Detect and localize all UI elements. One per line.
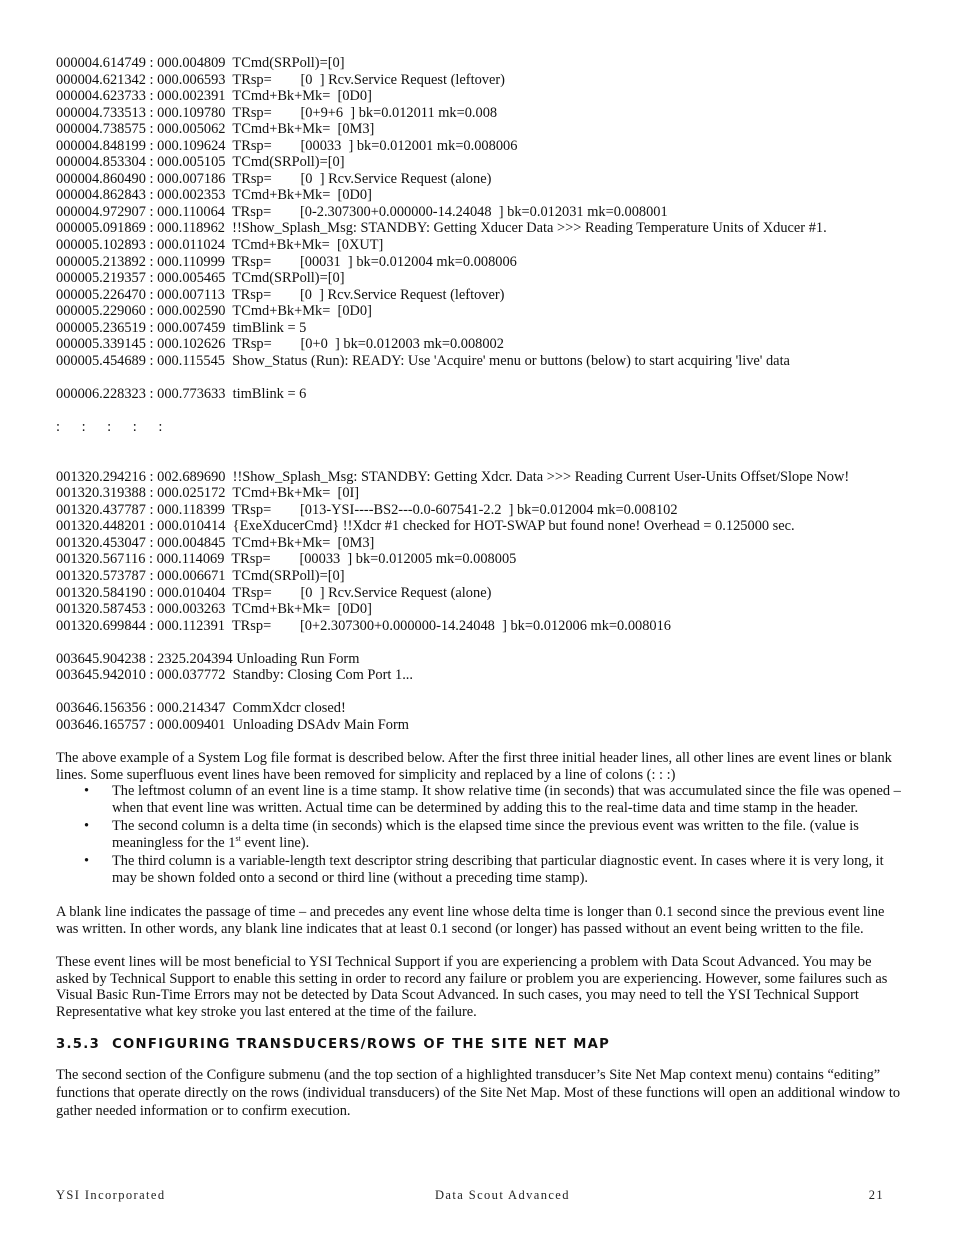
document-page bbox=[56, 55, 904, 1120]
log-event-line: 000004.972907 : 000.110064 TRsp= [0-2.307300+0.000000-14.24048 ] bk=0.012031 mk=0.008001 bbox=[56, 203, 668, 220]
log-event-line: 003646.156356 : 000.214347 CommXdcr closed! bbox=[56, 700, 346, 717]
log-event-line: 000004.738575 : 000.005062 TCmd+Bk+Mk= [0M3] bbox=[56, 121, 375, 138]
page-footer bbox=[56, 1188, 884, 1204]
log-event-line: 001320.567116 : 000.114069 TRsp= [00033 ] bk=0.012005 mk=0.008005 bbox=[56, 551, 517, 568]
bullet-descriptor-column: • The third column is a variable-length text descriptor string describing that particular diagnostic event. In cases where it is very long, it may be shown folded onto a second or third line (without a preceding time stamp). bbox=[112, 853, 904, 886]
section-number: 3.5.3 bbox=[56, 1037, 101, 1053]
log-event-line: 000005.229060 : 000.002590 TCmd+Bk+Mk= [0D0] bbox=[56, 303, 372, 320]
support-paragraph: These event lines will be most beneficial to YSI Technical Support if you are experiencing a problem with Data Scout Advanced. You may be asked by Technical Support to enable this setting in order to record any failure or problem you are experiencing. However, some failures such as Visual Basic Run-Time Errors may not be detected by Data Scout Advanced. In such cases, you may need to tell the YSI Technical Support Representative what key stroke you last entered at the time of the failure. bbox=[56, 953, 888, 1020]
log-event-line: 000005.226470 : 000.007113 TRsp= [0 ] Rcv.Service Request (leftover) bbox=[56, 286, 505, 303]
column-bullet-list bbox=[56, 783, 904, 886]
section-title: CONFIGURING TRANSDUCERS/ROWS OF THE SITE NET MAP bbox=[112, 1037, 611, 1053]
log-event-line: 001320.448201 : 000.010414 {ExeXducerCmd} !!Xdcr #1 checked for HOT-SWAP but found none! Overhead = 0.125000 sec. bbox=[56, 518, 795, 535]
ordinal-superscript: st bbox=[235, 833, 241, 843]
log-event-line: 003646.165757 : 000.009401 Unloading DSAdv Main Form bbox=[56, 716, 409, 733]
log-event-line: 000004.614749 : 000.004809 TCmd(SRPoll)=[0] bbox=[56, 55, 345, 71]
log-event-line: : : : : : bbox=[56, 419, 163, 436]
footer-product: Data Scout Advanced bbox=[435, 1188, 570, 1202]
log-event-line: 000004.623733 : 000.002391 TCmd+Bk+Mk= [0D0] bbox=[56, 88, 372, 105]
log-event-line: 001320.437787 : 000.118399 TRsp= [013-YSI----BS2---0.0-607541-2.2 ] bk=0.012004 mk=0.008102 bbox=[56, 501, 678, 518]
bullet-delta-column bbox=[112, 818, 904, 851]
log-event-line: 003645.942010 : 000.037772 Standby: Closing Com Port 1... bbox=[56, 667, 413, 684]
log-event-line: 001320.319388 : 000.025172 TCmd+Bk+Mk= [0I] bbox=[56, 485, 360, 502]
log-event-line: 000005.213892 : 000.110999 TRsp= [00031 ] bk=0.012004 mk=0.008006 bbox=[56, 253, 517, 270]
log-event-line: 001320.573787 : 000.006671 TCmd(SRPoll)=[0] bbox=[56, 567, 345, 584]
footer-company: YSI Incorporated bbox=[56, 1188, 166, 1202]
log-description bbox=[56, 750, 904, 1020]
log-event-line: 001320.294216 : 002.689690 !!Show_Splash_Msg: STANDBY: Getting Xdcr. Data >>> Reading Current User-Units Offset/Slope Now! bbox=[56, 468, 850, 485]
log-blank-line bbox=[56, 369, 904, 386]
log-blank-line bbox=[56, 452, 904, 469]
system-log-example bbox=[56, 55, 904, 733]
log-event-line: 000005.339145 : 000.102626 TRsp= [0+0 ] bk=0.012003 mk=0.008002 bbox=[56, 336, 504, 353]
log-event-line: 003645.904238 : 2325.204394 Unloading Run Form bbox=[56, 650, 360, 667]
bullet-timestamp-column: • The leftmost column of an event line is a time stamp. It show relative time (in seconds) that was accumulated since the file was opened – when that event line was written. Actual time can be determined by adding this to the real-time data and time stamp in the header. bbox=[112, 783, 904, 816]
log-event-line: 000004.860490 : 000.007186 TRsp= [0 ] Rcv.Service Request (alone) bbox=[56, 170, 492, 187]
bullet-delta-tail: event line). bbox=[240, 834, 310, 851]
log-event-line: 001320.699844 : 000.112391 TRsp= [0+2.307300+0.000000-14.24048 ] bk=0.012006 mk=0.008016 bbox=[56, 617, 672, 634]
log-event-line: 000004.853304 : 000.005105 TCmd(SRPoll)=[0] bbox=[56, 154, 345, 171]
log-blank-line bbox=[56, 684, 904, 701]
log-event-line: 000005.091869 : 000.118962 !!Show_Splash_Msg: STANDBY: Getting Xducer Data >>> Reading Temperature Units of Xducer #1. bbox=[56, 220, 827, 237]
log-event-line: 000006.228323 : 000.773633 timBlink = 6 bbox=[56, 385, 307, 402]
log-blank-line bbox=[56, 436, 904, 453]
footer-page-number: 21 bbox=[868, 1188, 884, 1202]
log-event-line: 000004.621342 : 000.006593 TRsp= [0 ] Rcv.Service Request (leftover) bbox=[56, 71, 505, 88]
log-event-line: 001320.587453 : 000.003263 TCmd+Bk+Mk= [0D0] bbox=[56, 601, 372, 618]
log-event-line: 000004.733513 : 000.109780 TRsp= [0+9+6 ] bk=0.012011 mk=0.008 bbox=[56, 104, 498, 121]
log-blank-line bbox=[56, 402, 904, 419]
section-paragraph: The second section of the Configure submenu (and the top section of a highlighted transducer’s Site Net Map context menu) contains “editing” functions that operate directly on the rows (individual transducers) of the Site Net Map. Most of these functions will open an additional window to gather needed information or to confirm execution. bbox=[56, 1067, 901, 1120]
log-event-line: 000005.236519 : 000.007459 timBlink = 5 bbox=[56, 319, 307, 336]
bullet-delta-text: The second column is a delta time (in seconds) which is the elapsed time since the previous event was written to the file. (value is meaningless for the 1 bbox=[112, 818, 859, 851]
log-blank-line bbox=[56, 634, 904, 651]
log-event-line: 000005.454689 : 000.115545 Show_Status (Run): READY: Use 'Acquire' menu or buttons (below) to start acquiring 'live' data bbox=[56, 352, 790, 369]
intro-paragraph: The above example of a System Log file format is described below. After the first three initial header lines, all other lines are event lines or blank lines. Some superfluous event lines have been removed for simplicity and replaced by a line of colons (: : :) bbox=[56, 749, 892, 783]
log-event-line: 000005.219357 : 000.005465 TCmd(SRPoll)=[0] bbox=[56, 270, 345, 287]
log-event-line: 001320.453047 : 000.004845 TCmd+Bk+Mk= [0M3] bbox=[56, 534, 375, 551]
blank-line-paragraph: A blank line indicates the passage of time – and precedes any event line whose delta time is longer than 0.1 second since the previous event line was written. In other words, any blank line indicates that at least 0.1 second (or longer) has passed without an event being written to the file. bbox=[56, 904, 885, 937]
section-heading bbox=[56, 1037, 904, 1052]
log-event-line: 000005.102893 : 000.011024 TCmd+Bk+Mk= [0XUT] bbox=[56, 237, 384, 254]
log-event-line: 000004.862843 : 000.002353 TCmd+Bk+Mk= [0D0] bbox=[56, 187, 372, 204]
log-event-line: 001320.584190 : 000.010404 TRsp= [0 ] Rcv.Service Request (alone) bbox=[56, 584, 492, 601]
log-event-line: 000004.848199 : 000.109624 TRsp= [00033 ] bk=0.012001 mk=0.008006 bbox=[56, 137, 518, 154]
